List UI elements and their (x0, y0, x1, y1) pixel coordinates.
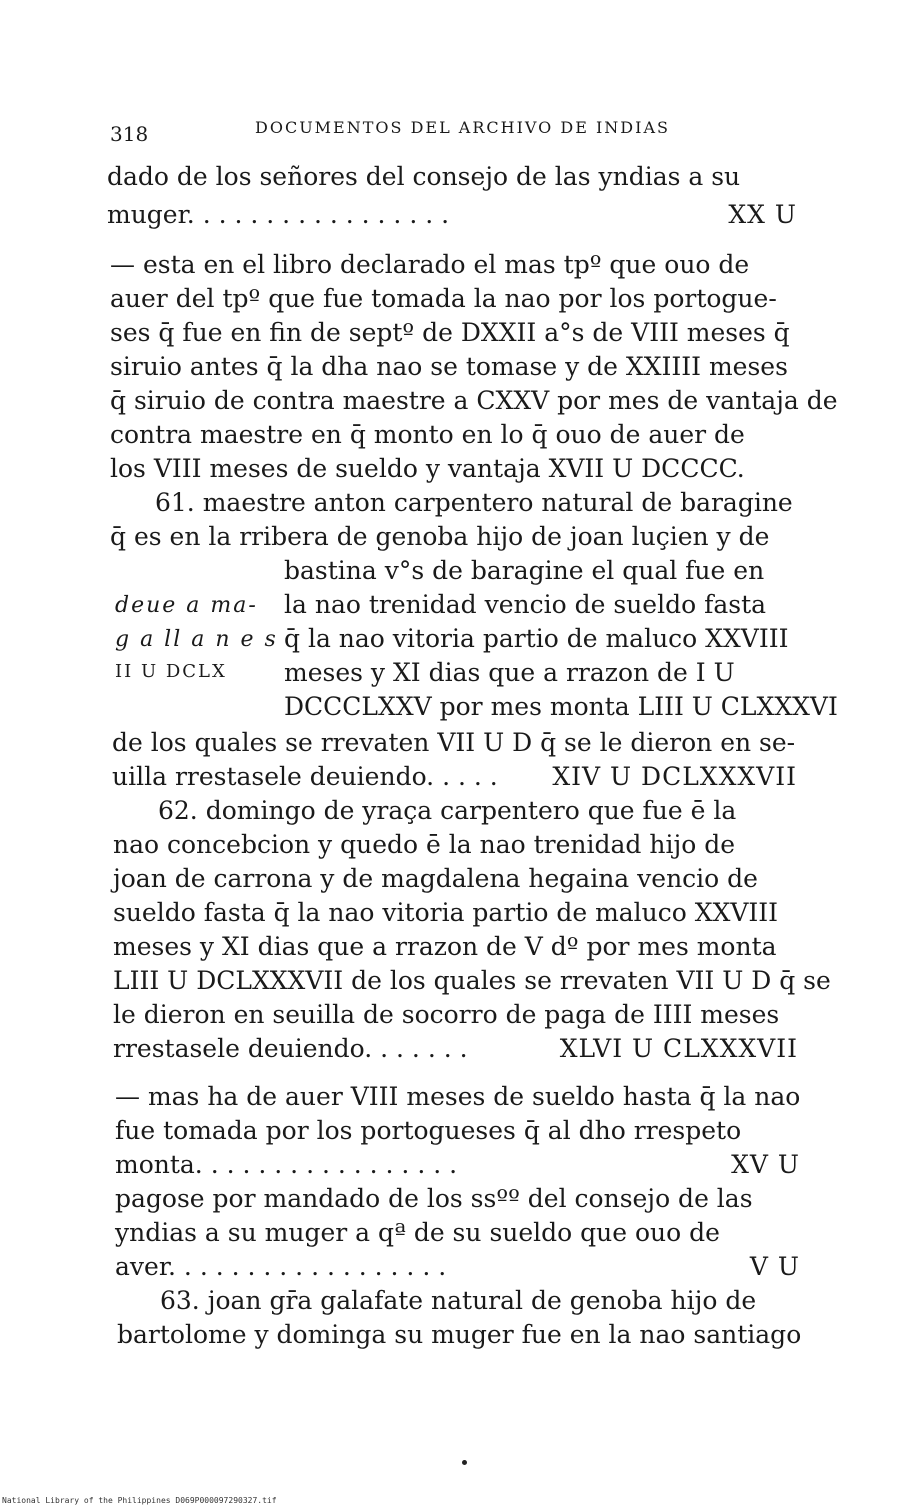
text-line: meses y XI dias que a rrazon de I U (284, 658, 735, 687)
text-line: LIII U DCLXXXVII de los quales se rrevaten VII U D q̄ se (113, 966, 831, 995)
text-line: contra maestre en q̄ monto en lo q̄ ouo de auer de (110, 420, 745, 449)
page-number: 318 (110, 122, 149, 146)
text-line: pagose por mandado de los ssºº del consejo de las (115, 1184, 753, 1213)
page-dot (462, 1460, 467, 1465)
text-line: siruio antes q̄ la dha nao se tomase y de XXIIII meses (110, 352, 788, 381)
text-line: los VIII meses de sueldo y vantaja XVII U DCCCC. (110, 454, 745, 483)
text-line: q̄ es en la rribera de genoba hijo de joan luçien y de (110, 522, 770, 551)
text-line: nao concebcion y quedo ē la nao trenidad hijo de (113, 830, 736, 859)
text-line (115, 1252, 800, 1282)
text-line (112, 762, 797, 792)
text-line: le dieron en seuilla de socorro de paga de IIII meses (113, 1000, 780, 1029)
amount: V U (749, 1252, 800, 1281)
text-line: dado de los señores del consejo de las yndias a su (107, 162, 741, 191)
margin-note-line: g a ll a n e s (115, 627, 278, 652)
text-line: 61. maestre anton carpentero natural de baragine (155, 488, 793, 517)
line-text: rrestasele deuiendo. . . . . . . (113, 1034, 468, 1063)
text-line: yndias a su muger a qª de su sueldo que ouo de (115, 1218, 720, 1247)
line-text: muger. . . . . . . . . . . . . . . . . (107, 200, 450, 229)
amount: XX U (728, 200, 797, 229)
text-line (107, 200, 797, 230)
scan-footer: National Library of the Philippines D069P000097290327.tif (2, 1496, 277, 1505)
text-line: 63. joan gr̄a galafate natural de genoba hijo de (160, 1286, 757, 1315)
text-line: — mas ha de auer VIII meses de sueldo hasta q̄ la nao (115, 1082, 801, 1111)
amount: XLVI U CLXXXVII (559, 1034, 798, 1063)
text-line: DCCCLXXV por mes monta LIII U CLXXXVI (284, 692, 838, 721)
text-line: q̄ siruio de contra maestre a CXXV por mes de vantaja de (110, 386, 838, 415)
text-line: sueldo fasta q̄ la nao vitoria partio de maluco XXVIII (113, 898, 779, 927)
text-line: q̄ la nao vitoria partio de maluco XXVIII (284, 624, 789, 653)
text-line: fue tomada por los portogueses q̄ al dho rrespeto (115, 1116, 742, 1145)
line-text: aver. . . . . . . . . . . . . . . . . . (115, 1252, 447, 1281)
text-line: ses q̄ fue en fin de septº de DXXII a°s de VIII meses q̄ (110, 318, 790, 347)
running-title: DOCUMENTOS DEL ARCHIVO DE INDIAS (255, 118, 670, 137)
text-line: joan de carrona y de magdalena hegaina vencio de (113, 864, 758, 893)
text-line: 62. domingo de yraça carpentero que fue ē la (158, 796, 737, 825)
text-line: bartolome y dominga su muger fue en la nao santiago (117, 1320, 802, 1349)
text-line: — esta en el libro declarado el mas tpº que ouo de (110, 250, 750, 279)
line-text: monta. . . . . . . . . . . . . . . . . (115, 1150, 458, 1179)
amount: XIV U DCLXXXVII (552, 762, 797, 791)
text-line: de los quales se rrevaten VII U D q̄ se le dieron en se- (112, 728, 796, 757)
line-text: uilla rrestasele deuiendo. . . . . (112, 762, 498, 791)
margin-note-amount: II U DCLX (115, 661, 227, 682)
text-line: meses y XI dias que a rrazon de V dº por mes monta (113, 932, 777, 961)
text-line: bastina v°s de baragine el qual fue en (284, 556, 765, 585)
text-line (113, 1034, 798, 1064)
text-line: la nao trenidad vencio de sueldo fasta (284, 590, 767, 619)
amount: XV U (731, 1150, 800, 1179)
text-line: auer del tpº que fue tomada la nao por los portogue- (110, 284, 777, 313)
text-line (115, 1150, 800, 1180)
margin-note-line: deue a ma- (115, 593, 258, 618)
